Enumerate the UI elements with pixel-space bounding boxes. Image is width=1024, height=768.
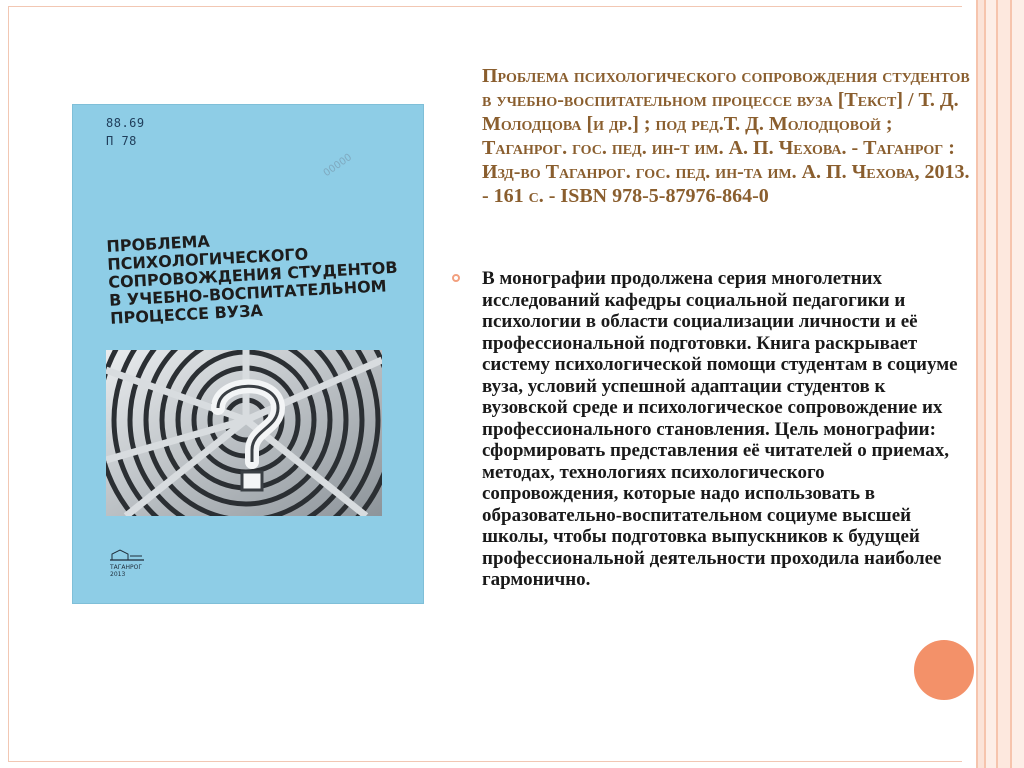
cover-library-code: 88.69 [106,116,145,130]
cover-library-index: П 78 [106,134,137,148]
cover-year: 2013 [110,571,126,578]
cover-city-name: ТАГАНРОГ [110,564,143,571]
maze-illustration [106,350,382,516]
slide-title: Проблема психологического сопровождения студентов в учебно-воспитательном процессе вуза [Текст] / Т. Д. Молодцова [и др.] ; под ред.Т. Д. Молодцовой ; Таганрог. гос. пед. ин-т им. А. П. Чехова. - Таганрог : Изд-во Таганрог. гос. пед. ин-та им. А. П. Чехова, 2013. - 161 с. - ISBN 978-5-87976-864-0 [482,65,970,207]
publisher-logo-icon [110,548,144,562]
bullet-text: В монографии продолжена серия многолетних исследований кафедры социальной педагогики и психологии в области социализации личности и её профессиональной подготовки. Книга раскрывает систему психологической помощи студентам в социуме вуза, условий успешной адаптации студентов к вузовской среде и психологическое сопровождение их профессионального становления. Цель монографии: сформировать представления её читателей о приемах, методах, технологиях психологического сопровождения, которые надо использовать в образовательно-воспитательном социуме высшей школы, чтобы подготовка выпускников к будущей профессиональной деятельности проходила наиболее гармонично. [482,268,958,590]
cover-stamp: 00000 [321,151,355,180]
frame-top-line [8,6,962,7]
decorative-circle [914,640,974,700]
cover-title: ПРОБЛЕМА ПСИХОЛОГИЧЕСКОГО СОПРОВОЖДЕНИЯ СТУДЕНТОВ В УЧЕБНО-ВОСПИТАТЕЛЬНОМ ПРОЦЕССЕ ВУЗА [105,231,399,328]
frame-left-line [8,6,9,762]
circle-bullet-icon [452,274,460,282]
frame-bottom-line [8,761,962,762]
maze-question-mark-icon [106,350,382,516]
cover-publisher-city [110,564,142,578]
book-cover-image [72,104,424,604]
